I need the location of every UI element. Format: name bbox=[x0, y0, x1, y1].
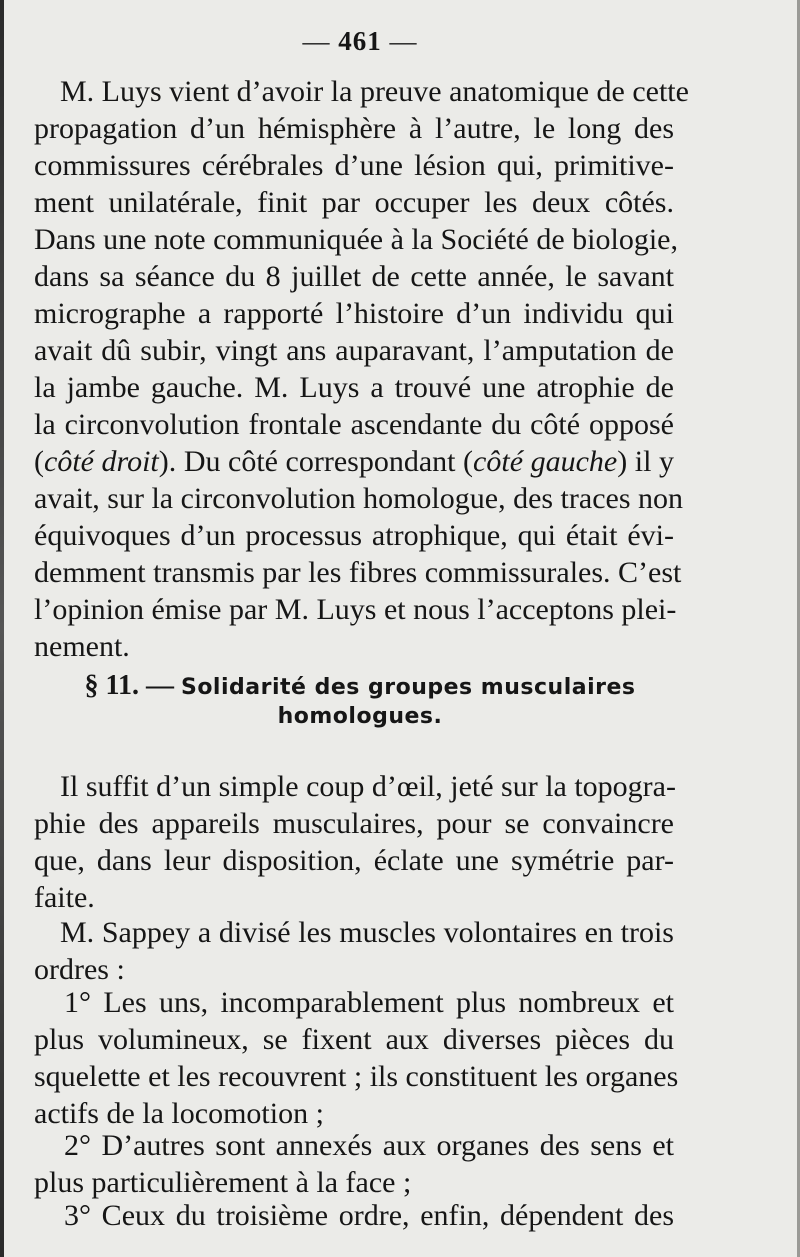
text-line: ordres : bbox=[34, 953, 125, 986]
text-line: plus volumineux, se fixent aux diverses pièces du bbox=[34, 1023, 674, 1056]
list-item bbox=[34, 1197, 674, 1234]
text-line: avait dû subir, vingt ans auparavant, l’amputation de bbox=[34, 334, 674, 367]
text-line: la circonvolution frontale ascendante du côté opposé bbox=[34, 408, 674, 441]
text-line: 3° Ceux du troisième ordre, enfin, dépendent des bbox=[64, 1199, 674, 1232]
paragraph-sappey bbox=[34, 914, 674, 988]
section-number: § 11. — bbox=[84, 670, 181, 701]
text-line: plus particulièrement à la face ; bbox=[34, 1166, 412, 1199]
text-line: demment transmis par les fibres commissurales. C’est bbox=[34, 556, 682, 589]
text-line: (côté droit). Du côté correspondant (côté gauche) il y bbox=[34, 445, 674, 478]
text-line: squelette et les recouvrent ; ils constituent les organes bbox=[34, 1060, 679, 1093]
text-line: faite. bbox=[34, 881, 95, 914]
text-line: nement. bbox=[34, 630, 130, 663]
text-line: commissures cérébrales d’une lésion qui, primitive- bbox=[34, 149, 674, 182]
paragraph-symmetry bbox=[34, 768, 674, 916]
list-item bbox=[34, 984, 679, 1132]
text-line: dans sa séance du 8 juillet de cette année, le savant bbox=[34, 260, 674, 293]
text-line: 2° D’autres sont annexés aux organes des sens et bbox=[64, 1129, 674, 1162]
section-title: Solidarité des groupes musculaires bbox=[180, 675, 636, 700]
text-line: Dans une note communiquée à la Société de biologie, bbox=[34, 223, 678, 256]
text-line: phie des appareils musculaires, pour se convaincre bbox=[34, 807, 674, 840]
text-line: équivoques d’un processus atrophique, qui était évi- bbox=[34, 519, 674, 552]
text-line: ment unilatérale, finit par occuper les deux côtés. bbox=[34, 186, 674, 219]
paragraph-luys bbox=[34, 73, 689, 665]
text-line: Il suffit d’un simple coup d’œil, jeté sur la topogra- bbox=[60, 770, 676, 803]
page-number: — 461 — bbox=[302, 26, 418, 56]
list-item bbox=[34, 1127, 674, 1201]
text-line: 1° Les uns, incomparablement plus nombreux et bbox=[64, 986, 674, 1019]
text-line: que, dans leur disposition, éclate une symétrie par- bbox=[34, 844, 674, 877]
text-line: M. Luys vient d’avoir la preuve anatomique de cette bbox=[60, 75, 689, 108]
section-title-cont: homologues. bbox=[277, 704, 443, 729]
text-line: la jambe gauche. M. Luys a trouvé une atrophie de bbox=[34, 371, 674, 404]
text-line: actifs de la locomotion ; bbox=[34, 1097, 324, 1130]
text-line: micrographe a rapporté l’histoire d’un individu qui bbox=[34, 297, 674, 330]
text-line: avait, sur la circonvolution homologue, des traces non bbox=[34, 482, 683, 515]
text-line: propagation d’un hémisphère à l’autre, le long des bbox=[34, 112, 674, 145]
text-line: M. Sappey a divisé les muscles volontaires en trois bbox=[60, 916, 674, 949]
text-line: l’opinion émise par M. Luys et nous l’acceptons plei- bbox=[34, 593, 677, 626]
section-heading bbox=[0, 670, 720, 729]
